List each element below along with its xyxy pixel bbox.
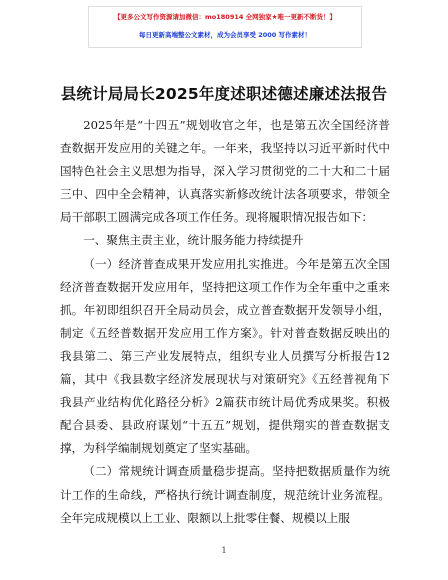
promo-banner-line1: 【更多公文写作资源请加微信：mo180914 全网独家★唯一更新不断货！】 xyxy=(114,13,336,21)
intro-paragraph: 2025年是“十四五”规划收官之年，也是第五次全国经济普查数据开发应用的关键之年。一年来，我坚持以习近平新时代中国特色社会主义思想为指导，深入学习贯彻党的二十大和二十届三中、四中全会精神，认真落实新修改统计法各项要求，带领全局干部职工圆满完成各项工作任务。现将履职情况报告如下： xyxy=(60,118,390,225)
body-paragraph: （一）经济普查成果开发应用扎实推进。今年是第五次全国经济普查数据开发应用年，坚持把这项工作作为全年重中之重来抓。年初即组织召开全局动员会，成立普查数据开发领导小组，制定《五经普数据开发应用工作方案》。针对普查数据反映出的我县第二、第三产业发展特点，组织专业人员撰写分析报告12篇，其中《我县数字经济发展现状与对策研究》《五经普视角下我县产业结构优化路径分析》2篇获市统计局优秀成果奖。积极配合县委、县政府谋划“十五五”规划，提供翔实的普查数据支撑，为科学编制规划奠定了坚实基础。 xyxy=(60,256,390,456)
section-heading: 一、聚焦主责主业，统计服务能力持续提升 xyxy=(83,233,304,248)
promo-banner xyxy=(88,6,362,48)
page-number: 1 xyxy=(221,546,227,555)
promo-banner-line2: 每日更新高端整公文素材，成为会员享受 2000 写作素材！ xyxy=(138,31,312,39)
body-paragraph: （二）常规统计调查质量稳步提高。坚持把数据质量作为统计工作的生命线，严格执行统计调查制度，规范统计业务流程。全年完成规模以上工业、限额以上批零住餐、规模以上服 xyxy=(60,464,390,525)
document-title: 县统计局局长2025年度述职述德述廉述法报告 xyxy=(60,85,388,103)
document-body xyxy=(60,114,390,530)
